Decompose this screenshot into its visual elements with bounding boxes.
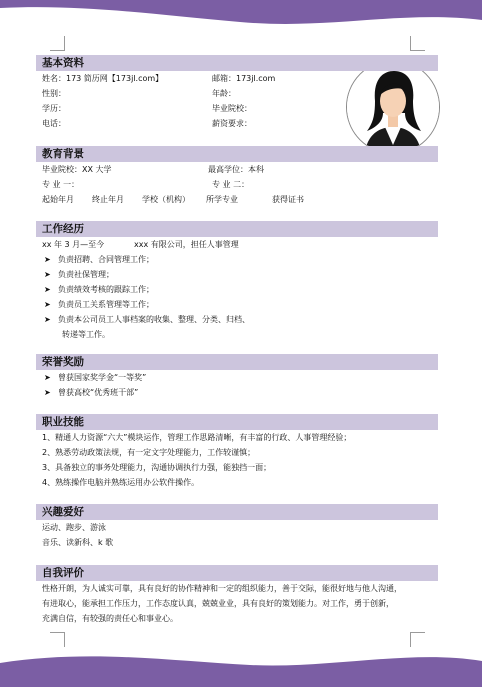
crop-mark [50,632,65,647]
edu-degree: 最高学位：本科 [208,165,264,174]
section-skills-title: 职业技能 [36,414,438,430]
section-hobbies-title: 兴趣爱好 [36,504,438,520]
section-work-title: 工作经历 [36,221,438,237]
work-duty-item: ➤ 负责社保管理； [44,270,114,279]
edu-col-cert: 获得证书 [272,195,304,204]
section-education-title: 教育背景 [36,146,438,162]
bottom-wave-decoration [0,647,482,687]
skill-item: 3、具备独立的事务处理能力，沟通协调执行力强，能独挡一面； [42,463,272,472]
basic-phone: 电话： [42,119,66,128]
section-honors-title: 荣誉奖励 [36,354,438,370]
skill-item: 1、精通人力资源“六大”模块运作，管理工作思路清晰，有丰富的行政、人事管理经验； [42,433,352,442]
basic-email: 邮箱：173jl.com [212,74,276,83]
edu-school: 毕业院校：XX 大学 [42,165,112,174]
honor-item: ➤ 曾获高校“优秀班干部” [44,388,139,397]
edu-col-start: 起始年月 [42,195,74,204]
basic-age: 年龄： [212,89,236,98]
self-eval-line: 充满自信，有较强的责任心和事业心。 [42,614,178,623]
edu-major1: 专 业 一： [42,180,80,189]
basic-school: 毕业院校： [212,104,252,113]
section-basic-title: 基本资料 [36,55,438,71]
basic-name: 姓名：173 简历网【173jl.com】 [42,74,164,83]
avatar-illustration [347,61,439,153]
edu-col-end: 终止年月 [92,195,124,204]
work-period: xx 年 3 月—至今 [42,240,105,249]
work-duty-item: ➤ 负责本公司员工人事档案的收集、整理、分类、归档、 [44,315,250,324]
hobby-line: 音乐、读新科、k 歌 [42,538,114,547]
crop-mark [410,632,425,647]
arrow-bullet-icon: ➤ [44,270,51,279]
arrow-bullet-icon: ➤ [44,300,51,309]
crop-mark [50,36,65,51]
honor-item: ➤ 曾获国家奖学金“一等奖” [44,373,147,382]
skill-item: 4、熟练操作电脑并熟练运用办公软件操作。 [42,478,200,487]
basic-education: 学历： [42,104,66,113]
work-duty-item: ➤ 负责员工关系管理等工作； [44,300,154,309]
arrow-bullet-icon: ➤ [44,285,51,294]
hobby-line: 运动、跑步、游泳 [42,523,106,532]
work-duty-item: ➤ 负责招聘、合同管理工作； [44,255,154,264]
edu-col-school: 学校（机构） [142,195,190,204]
section-self-title: 自我评价 [36,565,438,581]
avatar [346,60,440,154]
work-duty-item: ➤ 负责绩效考核的跟踪工作； [44,285,154,294]
top-wave-decoration [0,0,482,36]
self-eval-line: 有进取心，能承担工作压力，工作态度认真，兢兢业业，具有良好的策划能力。对工作，勇于创新， [42,599,394,608]
arrow-bullet-icon: ➤ [44,373,51,382]
edu-col-major: 所学专业 [206,195,238,204]
arrow-bullet-icon: ➤ [44,315,51,324]
skill-item: 2、熟悉劳动政策法规，有一定文字处理能力，工作较谨慎； [42,448,256,457]
work-company: xxx 有限公司，担任人事管理 [134,240,239,249]
basic-salary: 薪资要求： [212,119,252,128]
arrow-bullet-icon: ➤ [44,388,51,397]
basic-gender: 性别： [42,89,66,98]
arrow-bullet-icon: ➤ [44,255,51,264]
self-eval-line: 性格开朗，为人诚实可靠，具有良好的协作精神和一定的组织能力，善于交际，能很好地与他人沟通， [42,584,402,593]
edu-major2: 专 业 二： [212,180,250,189]
work-duty-continuation: 转递等工作。 [62,330,110,339]
crop-mark [410,36,425,51]
